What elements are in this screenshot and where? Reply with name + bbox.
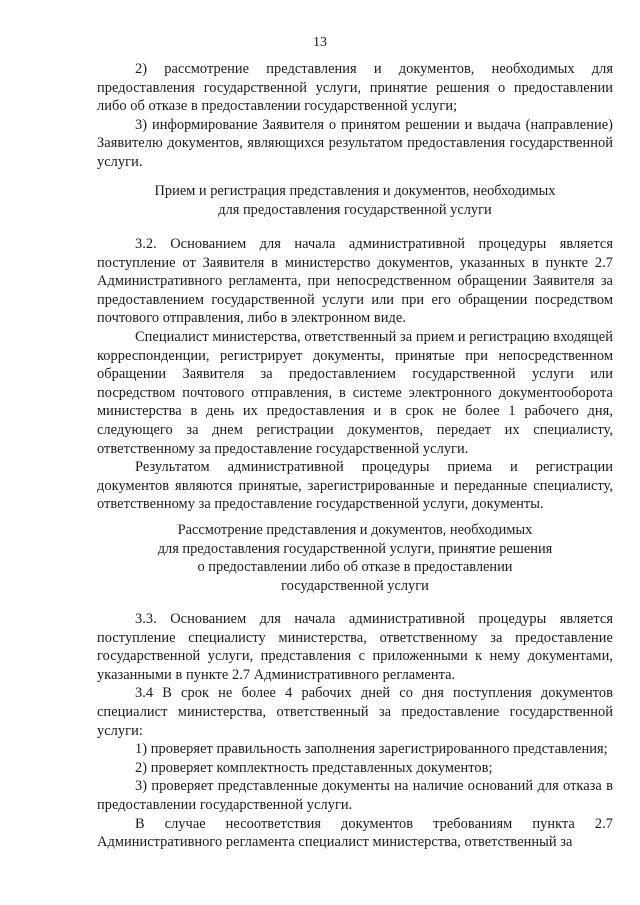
section-heading-line: Рассмотрение представления и документов, необходимых bbox=[177, 522, 533, 538]
list-top bbox=[97, 60, 613, 172]
paragraph-3-4: 3.4 В срок не более 4 рабочих дней со дня поступления документов специалист министерства, ответственный за предоставление государственной услуги: bbox=[97, 685, 613, 739]
paragraph-mismatch: В случае несоответствия документов требованиям пункта 2.7 Административного регламента специалист министерства, ответственный за bbox=[97, 815, 613, 851]
paragraph-result-reception: Результатом административной процедуры приема и регистрации документов являются принятые, зарегистрированные и переданные специалисту, ответственному за предоставление государственной услуги, документы. bbox=[97, 459, 613, 513]
list-item-3: 3) информирование Заявителя о принятом решении и выдача (направление) Заявителю документов, являющихся результатом предоставления государственной услуги. bbox=[97, 116, 613, 170]
list-item-2: 2) рассмотрение представления и документов, необходимых для предоставления государственной услуги, принятие решения о предоставлении либо об отказе в предоставлении государственной услуги; bbox=[97, 61, 613, 115]
section-heading-review bbox=[97, 521, 613, 595]
check-item-2: 2) проверяет комплектность представленных документов; bbox=[135, 759, 493, 776]
section-heading-line: для предоставления государственной услуги, принятие решения bbox=[157, 540, 553, 557]
section-heading-line: Прием и регистрация представления и документов, необходимых bbox=[154, 183, 556, 199]
paragraph-3-3: 3.3. Основанием для начала административной процедуры является поступление специалисту министерства, ответственному за предоставление государственной услуги, представления с приложенными к нему документами, указанными в пункте 2.7 Административного регламента. bbox=[97, 611, 613, 683]
check-item-3: 3) проверяет представленные документы на наличие оснований для отказа в предоставлении государственной услуги. bbox=[97, 778, 613, 813]
paragraph-specialist-registration: Специалист министерства, ответственный за прием и регистрацию входящей корреспонденции, регистрирует документы, принятые при непосредственном обращении Заявителя за предоставлением государственной услуги или посредством почтового отправления, в системе электронного документооборота министерства в день их предоставления и в срок не более 1 рабочего дня, следующего за днем регистрации документов, передает их специалисту, ответственному за предоставление государственной услуги. bbox=[97, 328, 613, 457]
section-heading-line: о предоставлении либо об отказе в предоставлении bbox=[197, 559, 513, 576]
section-heading-reception bbox=[97, 182, 613, 219]
check-item-1: 1) проверяет правильность заполнения зарегистрированного представления; bbox=[135, 741, 608, 758]
page-number: 13 bbox=[313, 35, 327, 50]
section-body-reception bbox=[97, 235, 613, 514]
section-heading-line: для предоставления государственной услуги bbox=[218, 201, 492, 218]
section-body-review bbox=[97, 610, 613, 852]
section-heading-line: государственной услуги bbox=[281, 577, 429, 594]
paragraph-3-2: 3.2. Основанием для начала административной процедуры является поступление от Заявителя в министерство документов, указанных в пункте 2.7 Административного регламента, при непосредственном обращении Заявителя за предоставлением государственной услуги или при его обращении посредством почтового отправления, либо в электронном виде. bbox=[97, 236, 613, 327]
